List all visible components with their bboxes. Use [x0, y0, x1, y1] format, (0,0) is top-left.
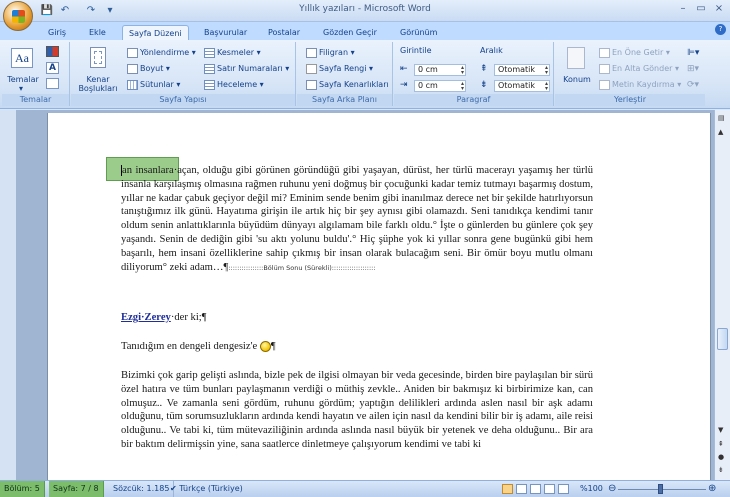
spacing-before-input[interactable]: Otomatik ▴ ▾: [494, 64, 550, 76]
tab-gorunum[interactable]: Görünüm: [400, 28, 438, 37]
ribbon: [0, 40, 730, 109]
heceleme-button[interactable]: Heceleme ▾: [204, 79, 264, 91]
paragraph-1[interactable]: [121, 164, 593, 275]
spacing-after-icon: ⇟: [480, 80, 488, 90]
watermark-icon: [306, 48, 317, 58]
kenar-label[interactable]: Kenar: [86, 75, 110, 84]
bring-front-icon: [599, 48, 610, 58]
ribbon-tabs: [0, 22, 730, 40]
author-suffix: ·der ki;¶: [170, 312, 207, 323]
office-logo-icon: [12, 10, 25, 23]
draft-view-button[interactable]: [558, 484, 569, 494]
text-wrap-icon: [599, 80, 610, 90]
help-icon[interactable]: ?: [715, 24, 726, 35]
size-icon: [127, 64, 138, 74]
scroll-up-icon[interactable]: ▲: [718, 128, 724, 136]
spelling-check-icon: ✔: [170, 484, 177, 493]
author-name: Ezgi·Zerey: [121, 312, 171, 323]
close-button[interactable]: ×: [714, 3, 724, 14]
section-break: ::::::::::::::::Bölüm Sonu (Sürekli)::::::::::::::::::::: [228, 263, 376, 272]
paragraph-3[interactable]: [121, 369, 593, 477]
save-icon[interactable]: 💾: [40, 5, 54, 16]
sayfa-rengi-button[interactable]: Sayfa Rengi ▾: [306, 63, 373, 75]
vertical-scrollbar[interactable]: [714, 110, 730, 480]
margins-icon[interactable]: [90, 47, 106, 68]
web-layout-view-button[interactable]: [530, 484, 541, 494]
dedication-line[interactable]: [121, 340, 593, 354]
columns-icon: [127, 80, 138, 90]
scroll-thumb[interactable]: [717, 328, 728, 350]
author-line[interactable]: [121, 311, 593, 325]
indent-right-icon: ⇥: [400, 80, 408, 90]
position-icon[interactable]: [567, 47, 585, 69]
office-button[interactable]: [3, 1, 33, 31]
sutunlar-button[interactable]: Sütunlar ▾: [127, 79, 180, 91]
send-back-icon: [599, 64, 610, 74]
konum-button[interactable]: Konum: [563, 75, 591, 84]
zoom-in-icon[interactable]: ⊕: [708, 483, 717, 494]
outline-view-button[interactable]: [544, 484, 555, 494]
vertical-ruler: [0, 110, 16, 480]
tab-postalar[interactable]: Postalar: [268, 28, 301, 37]
title-bar: [0, 0, 730, 22]
scroll-down-icon[interactable]: ▼: [718, 426, 724, 434]
previous-page-icon[interactable]: ⇞: [718, 440, 724, 448]
page-color-icon: [306, 64, 317, 74]
zoom-slider-thumb[interactable]: [658, 484, 663, 494]
group-label-temalar: Temalar: [2, 94, 69, 106]
zoom-out-icon[interactable]: ⊖: [608, 483, 617, 494]
full-screen-reading-view-button[interactable]: [516, 484, 527, 494]
indent-left-input[interactable]: 0 cm ▴ ▾: [414, 64, 466, 76]
satir-numaralari-button[interactable]: Satır Numaraları ▾: [204, 63, 289, 75]
breaks-icon: [204, 48, 215, 58]
tab-basvurular[interactable]: Başvurular: [204, 28, 248, 37]
group-temalar: [2, 42, 70, 106]
minimize-button[interactable]: –: [680, 3, 686, 14]
paragraph-3-text: Bizimki çok garip gelişti aslında, bizle pek de ilgisi olmayan bir veda gecesinde, birden bire paylaşılan bir sürü özel hatıra ve tüm bunları paylaşmanın verdiği o müthiş zevkle.. Aniden bir bakmışız ki birbirimize kan, can olmuşuz.. Ve zamanla seni gördüm, ruhunu gördüm; yaptığın delilikleri ardında aslen nasıl bir aşk adamı olduğunu, tüm sorumsuzlukların ardında kendi hayatın ve ailen için nasıl da kendini bilir bir iş adamı, aile reisi olduğunu.. Ve tabi ki, tüm mütevaziliğinin ardında aslında nasıl büyük bir yetenek ve deha olduğunu.. Bir ara bir baktım delirmişsin yine, sana saatlerce dinletmeye çalışıyorum kendimi ve tabi ki: [121, 370, 593, 450]
hyphenation-icon: [204, 80, 215, 90]
print-layout-view-button[interactable]: [502, 484, 513, 494]
highlighted-text: an insanlara: [122, 165, 174, 176]
ruler-toggle-icon[interactable]: ▤: [718, 114, 725, 122]
kesmeler-button[interactable]: Kesmeler ▾: [204, 47, 261, 59]
theme-effects-icon[interactable]: [46, 78, 59, 89]
group-sayfa-yapisi: [71, 42, 296, 106]
spacing-before-icon: ⇞: [480, 64, 488, 74]
status-page[interactable]: Sayfa: 7 / 8: [49, 481, 104, 497]
indent-left-icon: ⇤: [400, 64, 408, 74]
group-paragraf: [394, 42, 554, 106]
customize-qat-icon[interactable]: ▾: [107, 5, 113, 16]
spacing-after-input[interactable]: Otomatik ▴ ▾: [494, 80, 550, 92]
en-alta-gonder-button[interactable]: En Alta Gönder ▾: [599, 63, 679, 75]
page-borders-icon: [306, 80, 317, 90]
filigran-button[interactable]: Filigran ▾: [306, 47, 355, 59]
themes-icon[interactable]: Aa: [11, 48, 33, 68]
indent-right-input[interactable]: 0 cm ▴ ▾: [414, 80, 466, 92]
tab-ekle[interactable]: Ekle: [89, 28, 106, 37]
zoom-level[interactable]: %100: [580, 484, 603, 493]
next-page-icon[interactable]: ⇟: [718, 466, 724, 474]
tab-giris[interactable]: Giriş: [48, 28, 67, 37]
group-label-sayfa-arka-plani: Sayfa Arka Planı: [297, 94, 392, 106]
theme-colors-icon[interactable]: [46, 46, 59, 57]
dedication-text: Tanıdığım en dengeli dengesiz'e: [121, 341, 260, 352]
undo-icon[interactable]: ↶: [60, 5, 70, 16]
window-title: Yıllık yazıları - Microsoft Word: [299, 4, 431, 14]
temalar-button[interactable]: Temalar: [7, 75, 39, 84]
sayfa-kenarliklari-button[interactable]: Sayfa Kenarlıkları: [306, 79, 389, 91]
group-label-yerlestir: Yerleştir: [555, 94, 705, 106]
group-yerlestir: [555, 42, 705, 106]
group-label-paragraf: Paragraf: [394, 94, 553, 106]
browse-object-icon[interactable]: ●: [718, 453, 725, 461]
aralik-label: Aralık: [480, 46, 503, 55]
yonlendirme-button[interactable]: Yönlendirme ▾: [127, 47, 196, 59]
redo-icon[interactable]: ↷: [86, 5, 96, 16]
status-language[interactable]: [166, 481, 247, 497]
temalar-dropdown-icon: ▾: [18, 84, 23, 93]
boyut-button[interactable]: Boyut ▾: [127, 63, 170, 75]
rotate-icon[interactable]: ⟳▾: [687, 80, 700, 90]
en-one-getir-button[interactable]: En Öne Getir ▾: [599, 47, 670, 59]
orientation-icon: [127, 48, 138, 58]
metin-kaydirma-button[interactable]: Metin Kaydırma ▾: [599, 79, 681, 91]
line-numbers-icon: [204, 64, 215, 74]
align-icon[interactable]: ⊫▾: [687, 48, 700, 58]
tab-gozden-gecir[interactable]: Gözden Geçir: [323, 28, 377, 37]
smiley-icon: [260, 341, 271, 352]
tab-sayfa-duzeni[interactable]: Sayfa Düzeni: [122, 25, 189, 41]
kenar-bosluklari-button[interactable]: Boşlukları: [78, 84, 118, 93]
group-objects-icon[interactable]: ⊞▾: [687, 64, 700, 74]
group-label-sayfa-yapisi: Sayfa Yapısı: [71, 94, 295, 106]
language-label: Türkçe (Türkiye): [179, 484, 243, 493]
restore-button[interactable]: ▭: [696, 3, 706, 14]
status-section[interactable]: Bölüm: 5: [0, 481, 45, 497]
status-bar: [0, 480, 730, 497]
girintile-label: Girintile: [400, 46, 432, 55]
dedication-end: ¶: [270, 341, 276, 352]
theme-fonts-icon[interactable]: A: [46, 62, 59, 74]
group-sayfa-arka-plani: [297, 42, 393, 106]
paragraph-1-text: ·açan, olduğu gibi görünen göründüğü gibi yaşayan, dürüst, her türlü macerayı yaşamış her türlü insanla karşılaşmış olmasına rağmen ruhunu yeni doğmuş bir çocuğunki kadar temiz tutmayı başarmış dostum, yıllar ne kadar çabuk geçiyor değil mi? Eminim sende benim gibi inanılmaz derece net bir şekilde hatırlıyorsun tanıştığımız ilk günü. Hayatıma girişin ile artık hiç bir şey aynısı gibi olamazdı. Seni tanıdıkça kendimi tanır oldum senin anlattıklarınla büyüdüm dünyayı algılamam bile farklı oldu.° İşte o günlerden bu günlere çok şey yaşandı. Senin de dediğin gibi 'su aktı yolunu buldu'.° Hiç şüphe yok ki yıllar sonra gene bugünkü gibi hem başarılı, hem insani özelliklerine sahip çıkmış bir insan olarak bulacağım seni. Bir ömür boyu mutlu olmanı diliyorum° zeki adam…¶: [121, 165, 593, 273]
status-word-count[interactable]: Sözcük: 1.185: [109, 481, 174, 497]
